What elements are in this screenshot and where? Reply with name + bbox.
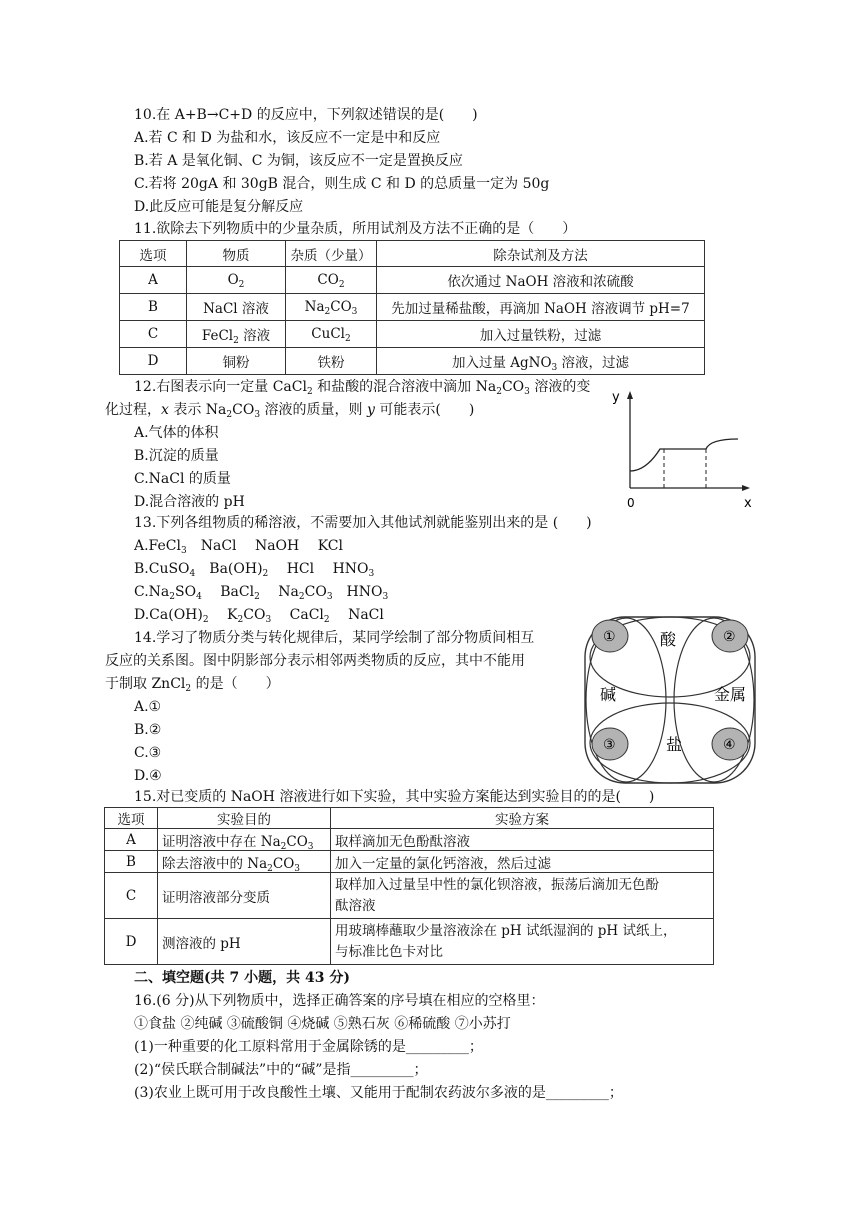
q11-header-impurity: 杂质（少量） xyxy=(286,241,377,267)
q11-cell-method: 加入过量铁粉，过滤 xyxy=(377,321,705,348)
q12-graph-x-label: x xyxy=(744,496,752,511)
q13-option-c: $C.Na_2SO_4$ BaCl$_2$ $Na_2CO_3$ $HNO_3$ xyxy=(134,584,389,602)
q14-stem-line2: 反应的关系图。图中阴影部分表示相邻两类物质的反应，其中不能用 xyxy=(105,653,525,669)
q11-cell-impurity: $Na_2CO_3$ xyxy=(286,294,377,321)
q15-cell-plan: 取样加入过量呈中性的氯化钡溶液，振荡后滴加无色酚 酞溶液 xyxy=(331,873,714,919)
q12-option-b: B.沉淀的质量 xyxy=(134,448,219,464)
q14-label-n3: ③ xyxy=(603,737,616,753)
q14-stem-line1: 14.学习了物质分类与转化规律后，某同学绘制了部分物质间相互 xyxy=(134,630,535,646)
q12-graph xyxy=(608,383,763,513)
q12-stem-line1: 12.右图表示向一定量 CaCl$_2$ 和盐酸的混合溶液中滴加 $Na_2CO_3$ 溶液的变 xyxy=(134,379,591,397)
q14-label-metal: 金属 xyxy=(714,685,747,704)
q12-graph-x-arrow xyxy=(742,485,750,491)
table-row xyxy=(105,873,714,919)
q10-option-c: C.若将 20gA 和 30gB 混合，则生成 C 和 D 的总质量一定为 50g xyxy=(134,176,550,192)
q11-header-method: 除杂试剂及方法 xyxy=(377,241,705,267)
q14-label-salt: 盐 xyxy=(666,735,683,754)
table-row xyxy=(120,294,705,321)
q14-label-n4: ④ xyxy=(723,737,736,753)
q14-stem-line3: 于制取 ZnCl$_2$ 的是（ ） xyxy=(105,676,280,694)
q11-cell-substance: FeCl$_2$ 溶液 xyxy=(187,321,286,348)
q14-option-d: D.④ xyxy=(134,768,162,784)
q11-cell-substance: 铜粉 xyxy=(187,348,286,375)
q15-cell-goal: 证明溶液中存在 $Na_2CO_3$ xyxy=(158,829,331,851)
q10-option-a: A.若 C 和 D 为盐和水，该反应不一定是中和反应 xyxy=(134,130,441,146)
q15-cell-plan: 用玻璃棒蘸取少量溶液涂在 pH 试纸湿润的 pH 试纸上， 与标准比色卡对比 xyxy=(331,919,714,965)
q12-option-c: C.NaCl 的质量 xyxy=(134,471,231,487)
q15-cell-option: D xyxy=(105,919,158,965)
table-row xyxy=(105,851,714,873)
q15-cell-option: C xyxy=(105,873,158,919)
q10-option-d: D.此反应可能是复分解反应 xyxy=(134,199,304,215)
q16-part-1: (1)一种重要的化工原料常用于金属除锈的是_________； xyxy=(134,1039,483,1055)
q11-table xyxy=(119,240,705,375)
q15-stem: 15.对已变质的 NaOH 溶液进行如下实验，其中实验方案能达到实验目的的是( ) xyxy=(134,789,655,805)
table-row xyxy=(105,829,714,851)
table-row xyxy=(105,919,714,965)
q11-cell-impurity: $CO_2$ xyxy=(286,267,377,294)
q14-option-b: B.② xyxy=(134,722,162,738)
q12-option-d: D.混合溶液的 pH xyxy=(134,494,245,510)
q15-cell-plan: 加入一定量的氯化钙溶液，然后过滤 xyxy=(331,851,714,873)
q11-cell-method: 先加过量稀盐酸，再滴加 NaOH 溶液调节 pH=7 xyxy=(377,294,705,321)
q10-stem: 10.在 A+B→C+D 的反应中，下列叙述错误的是( ) xyxy=(134,107,478,123)
q15-header-option: 选项 xyxy=(105,808,158,829)
q15-table xyxy=(104,807,714,965)
q12-graph-y-arrow xyxy=(627,391,633,399)
q12-graph-y-label: y xyxy=(612,390,620,405)
q15-cell-plan: 取样滴加无色酚酞溶液 xyxy=(331,829,714,851)
q15-cell-goal: 证明溶液部分变质 xyxy=(158,873,331,919)
q16-part-2: (2)“侯氏联合制碱法”中的“碱”是指_________； xyxy=(134,1062,428,1078)
q13-option-d: $D.Ca(OH)_2$ $K_2CO_3$ CaCl$_2$ NaCl xyxy=(134,607,384,625)
q12-graph-origin: 0 xyxy=(627,496,635,510)
q14-option-c: C.③ xyxy=(134,745,162,761)
q11-header-option: 选项 xyxy=(120,241,187,267)
q11-stem: 11.欲除去下列物质中的少量杂质，所用试剂及方法不正确的是（ ） xyxy=(134,221,577,237)
q15-cell-option: B xyxy=(105,851,158,873)
q14-diagram xyxy=(580,612,760,788)
q14-label-acid: 酸 xyxy=(660,630,677,649)
q16-part-3: (3)农业上既可用于改良酸性土壤、又能用于配制农药波尔多液的是_________； xyxy=(134,1085,623,1101)
table-row xyxy=(120,267,705,294)
table-row xyxy=(120,348,705,375)
q10-option-b: B.若 A 是氧化铜、C 为铜，该反应不一定是置换反应 xyxy=(134,153,463,169)
q13-option-b: B.CuSO$_4$ $Ba(OH)_2$ HCl $HNO_3$ xyxy=(134,561,375,579)
q11-cell-substance: $O_2$ xyxy=(187,267,286,294)
q15-cell-goal: 测溶液的 pH xyxy=(158,919,331,965)
q15-cell-goal: 除去溶液中的 $Na_2CO_3$ xyxy=(158,851,331,873)
q12-option-a: A.气体的体积 xyxy=(134,425,219,441)
q12-stem-line2: 化过程，x 表示 $Na_2CO_3$ 溶液的质量，则 y 可能表示( ) xyxy=(105,402,475,420)
table-row xyxy=(120,321,705,348)
q13-option-a: A.FeCl$_3$ NaCl NaOH KCl xyxy=(134,538,343,556)
q13-stem: 13.下列各组物质的稀溶液，不需要加入其他试剂就能鉴别出来的是 ( ) xyxy=(134,515,592,531)
section-title: 二、填空题(共 7 小题，共 43 分) xyxy=(134,970,350,986)
q15-cell-option: A xyxy=(105,829,158,851)
q14-option-a: A.① xyxy=(134,699,162,715)
q11-cell-option: D xyxy=(120,348,187,375)
q11-header-substance: 物质 xyxy=(187,241,286,267)
q11-cell-option: C xyxy=(120,321,187,348)
q12-graph-curve xyxy=(630,439,738,471)
q11-cell-method: 依次通过 NaOH 溶液和浓硫酸 xyxy=(377,267,705,294)
q14-label-base: 碱 xyxy=(600,685,617,704)
q11-cell-option: A xyxy=(120,267,187,294)
q11-cell-impurity: CuCl$_2$ xyxy=(286,321,377,348)
q14-label-n1: ① xyxy=(603,629,616,645)
q11-cell-option: B xyxy=(120,294,187,321)
q11-cell-substance: NaCl 溶液 xyxy=(187,294,286,321)
q15-header-plan: 实验方案 xyxy=(331,808,714,829)
q14-label-n2: ② xyxy=(723,629,736,645)
q11-cell-method: 加入过量 AgNO$_3$ 溶液，过滤 xyxy=(377,348,705,375)
q16-choices: ①食盐 ②纯碱 ③硫酸铜 ④烧碱 ⑤熟石灰 ⑥稀硫酸 ⑦小苏打 xyxy=(134,1016,511,1032)
q11-cell-impurity: 铁粉 xyxy=(286,348,377,375)
q16-stem: 16.(6 分)从下列物质中，选择正确答案的序号填在相应的空格里： xyxy=(134,993,545,1009)
q15-header-goal: 实验目的 xyxy=(158,808,331,829)
